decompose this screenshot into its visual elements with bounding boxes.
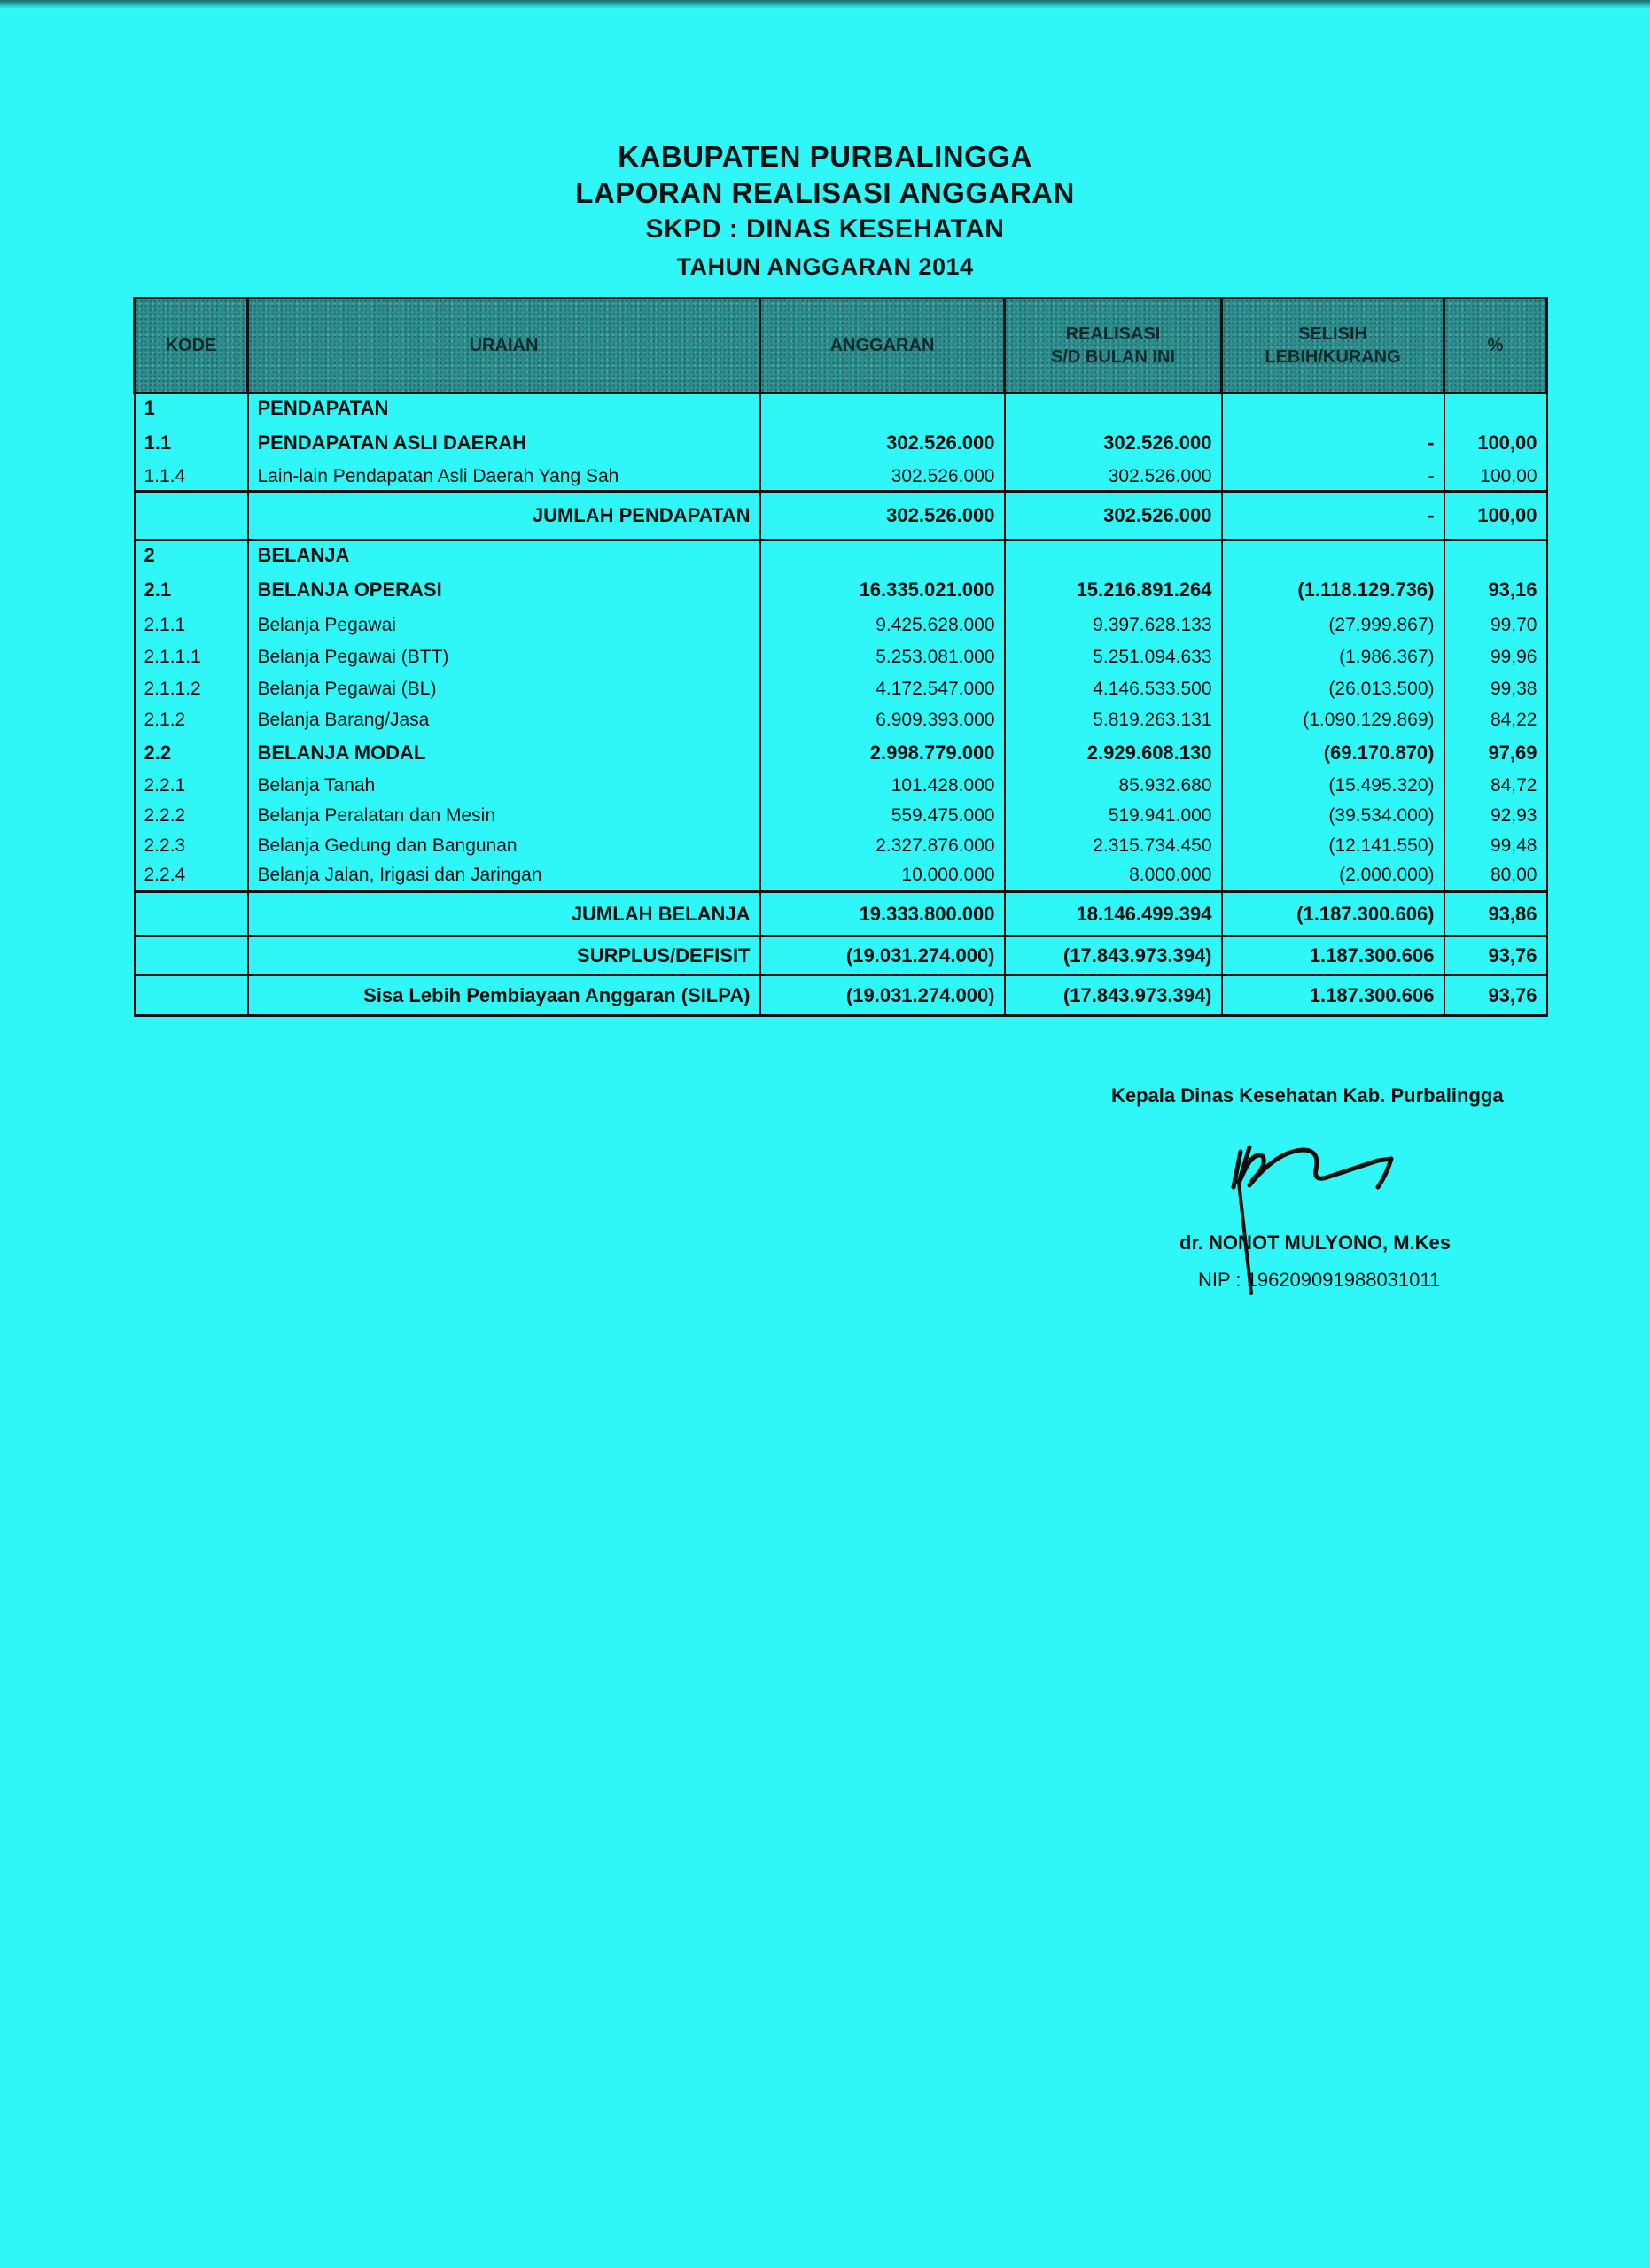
cell-uraian: JUMLAH PENDAPATAN [248, 492, 760, 540]
cell-kode: 1 [135, 393, 248, 423]
agency-title: SKPD : DINAS KESEHATAN [645, 214, 1005, 244]
cell-uraian: Belanja Pegawai [248, 610, 760, 641]
cell-anggaran: 302.526.000 [760, 423, 1005, 463]
report-title: LAPORAN REALISASI ANGGARAN [575, 176, 1075, 209]
cell-realisasi: 4.146.533.500 [1005, 673, 1222, 705]
cell-uraian: Belanja Peralatan dan Mesin [248, 801, 760, 831]
cell-uraian: SURPLUS/DEFISIT [248, 936, 760, 975]
total-row [135, 975, 1547, 1016]
cell-anggaran [760, 540, 1005, 571]
cell-persen: 99,48 [1444, 831, 1547, 861]
cell-realisasi: 302.526.000 [1005, 463, 1222, 492]
cell-anggaran: 16.335.021.000 [760, 571, 1005, 610]
cell-kode [135, 936, 248, 975]
cell-realisasi: 302.526.000 [1005, 423, 1222, 463]
cell-selisih [1222, 540, 1444, 571]
cell-kode: 2.2.3 [135, 831, 248, 861]
cell-anggaran: 2.327.876.000 [760, 831, 1005, 861]
total-row [135, 492, 1547, 540]
cell-anggaran: 5.253.081.000 [760, 641, 1005, 673]
cell-kode: 2.2 [135, 735, 248, 771]
table-row [135, 610, 1547, 641]
cell-anggaran: 559.475.000 [760, 801, 1005, 831]
fiscal-year-title: TAHUN ANGGARAN 2014 [676, 253, 974, 280]
cell-uraian: BELANJA OPERASI [248, 571, 760, 610]
cell-uraian: Lain-lain Pendapatan Asli Daerah Yang Sah [248, 463, 760, 492]
table-row [135, 735, 1547, 771]
cell-uraian: BELANJA [248, 540, 760, 571]
regency-title: KABUPATEN PURBALINGGA [618, 140, 1032, 173]
cell-uraian: JUMLAH BELANJA [248, 892, 760, 936]
cell-persen: 99,38 [1444, 673, 1547, 705]
cell-anggaran: 101.428.000 [760, 771, 1005, 801]
cell-uraian: PENDAPATAN [248, 393, 760, 423]
cell-realisasi [1005, 540, 1222, 571]
table-row [135, 571, 1547, 610]
cell-persen: 99,70 [1444, 610, 1547, 641]
cell-anggaran: 9.425.628.000 [760, 610, 1005, 641]
cell-realisasi [1005, 393, 1222, 423]
cell-selisih: (1.187.300.606) [1222, 892, 1444, 936]
table-header-row [135, 299, 1547, 393]
signatory-nip: NIP : 196209091988031011 [1198, 1269, 1441, 1291]
table-row [135, 393, 1547, 423]
cell-kode: 2.1.1.1 [135, 641, 248, 673]
cell-realisasi: 8.000.000 [1005, 861, 1222, 892]
cell-persen: 93,76 [1444, 936, 1547, 975]
cell-selisih: (1.118.129.736) [1222, 571, 1444, 610]
cell-realisasi: 5.819.263.131 [1005, 705, 1222, 735]
cell-persen [1444, 540, 1547, 571]
cell-realisasi: 519.941.000 [1005, 801, 1222, 831]
cell-anggaran: (19.031.274.000) [760, 936, 1005, 975]
cell-uraian: Belanja Jalan, Irigasi dan Jaringan [248, 861, 760, 892]
cell-uraian: Belanja Pegawai (BTT) [248, 641, 760, 673]
cell-kode: 2.1.1 [135, 610, 248, 641]
cell-anggaran: (19.031.274.000) [760, 975, 1005, 1016]
cell-kode: 2.1.2 [135, 705, 248, 735]
cell-selisih [1222, 393, 1444, 423]
table-row [135, 540, 1547, 571]
header-selisih-line2: LEBIH/KURANG [1265, 347, 1401, 367]
table-row [135, 771, 1547, 801]
header-uraian: URAIAN [248, 299, 760, 393]
cell-persen: 84,22 [1444, 705, 1547, 735]
cell-uraian: PENDAPATAN ASLI DAERAH [248, 423, 760, 463]
cell-selisih: (1.090.129.869) [1222, 705, 1444, 735]
cell-kode [135, 492, 248, 540]
cell-persen: 93,86 [1444, 892, 1547, 936]
header-kode: KODE [135, 299, 248, 393]
cell-realisasi: 5.251.094.633 [1005, 641, 1222, 673]
cell-persen: 100,00 [1444, 423, 1547, 463]
cell-kode: 2.2.1 [135, 771, 248, 801]
cell-persen: 93,16 [1444, 571, 1547, 610]
cell-selisih: (27.999.867) [1222, 610, 1444, 641]
header-realisasi [1005, 299, 1222, 393]
cell-anggaran [760, 393, 1005, 423]
cell-persen: 80,00 [1444, 861, 1547, 892]
cell-kode [135, 975, 248, 1016]
cell-persen: 93,76 [1444, 975, 1547, 1016]
cell-kode: 2 [135, 540, 248, 571]
budget-realization-table [133, 297, 1548, 1017]
cell-kode: 2.1 [135, 571, 248, 610]
cell-persen: 84,72 [1444, 771, 1547, 801]
table-row [135, 463, 1547, 492]
cell-selisih: (26.013.500) [1222, 673, 1444, 705]
cell-anggaran: 2.998.779.000 [760, 735, 1005, 771]
cell-realisasi: (17.843.973.394) [1005, 975, 1222, 1016]
cell-selisih: (12.141.550) [1222, 831, 1444, 861]
cell-selisih: 1.187.300.606 [1222, 975, 1444, 1016]
cell-uraian: Belanja Tanah [248, 771, 760, 801]
cell-realisasi: 302.526.000 [1005, 492, 1222, 540]
cell-realisasi: 85.932.680 [1005, 771, 1222, 801]
cell-persen: 99,96 [1444, 641, 1547, 673]
total-row [135, 936, 1547, 975]
cell-kode: 1.1.4 [135, 463, 248, 492]
cell-realisasi: (17.843.973.394) [1005, 936, 1222, 975]
cell-selisih: - [1222, 492, 1444, 540]
cell-anggaran: 6.909.393.000 [760, 705, 1005, 735]
cell-anggaran: 4.172.547.000 [760, 673, 1005, 705]
cell-selisih: (2.000.000) [1222, 861, 1444, 892]
table-row [135, 861, 1547, 892]
cell-selisih: (15.495.320) [1222, 771, 1444, 801]
cell-kode: 1.1 [135, 423, 248, 463]
cell-kode: 2.1.1.2 [135, 673, 248, 705]
cell-persen: 92,93 [1444, 801, 1547, 831]
table-row [135, 801, 1547, 831]
cell-anggaran: 10.000.000 [760, 861, 1005, 892]
signatory-name: dr. NONOT MULYONO, M.Kes [1179, 1231, 1452, 1254]
cell-uraian: Belanja Gedung dan Bangunan [248, 831, 760, 861]
table-row [135, 831, 1547, 861]
cell-uraian: Belanja Pegawai (BL) [248, 673, 760, 705]
table-row [135, 705, 1547, 735]
cell-persen: 97,69 [1444, 735, 1547, 771]
header-persen: % [1444, 299, 1547, 393]
cell-realisasi: 2.315.734.450 [1005, 831, 1222, 861]
table-row [135, 423, 1547, 463]
cell-persen: 100,00 [1444, 492, 1547, 540]
header-anggaran: ANGGARAN [760, 299, 1005, 393]
cell-kode: 2.2.2 [135, 801, 248, 831]
cell-selisih: 1.187.300.606 [1222, 936, 1444, 975]
cell-selisih: (69.170.870) [1222, 735, 1444, 771]
scan-edge [0, 0, 1650, 9]
table-row [135, 673, 1547, 705]
cell-selisih: (39.534.000) [1222, 801, 1444, 831]
header-realisasi-line2: S/D BULAN INI [1051, 347, 1175, 367]
cell-uraian: BELANJA MODAL [248, 735, 760, 771]
total-row [135, 892, 1547, 936]
cell-uraian: Belanja Barang/Jasa [248, 705, 760, 735]
cell-realisasi: 9.397.628.133 [1005, 610, 1222, 641]
cell-persen: 100,00 [1444, 463, 1547, 492]
cell-anggaran: 302.526.000 [760, 463, 1005, 492]
cell-selisih: - [1222, 423, 1444, 463]
cell-anggaran: 302.526.000 [760, 492, 1005, 540]
header-realisasi-line1: REALISASI [1065, 324, 1161, 344]
table-row [135, 641, 1547, 673]
cell-realisasi: 2.929.608.130 [1005, 735, 1222, 771]
cell-selisih: - [1222, 463, 1444, 492]
header-selisih-line1: SELISIH [1298, 324, 1367, 344]
signatory-position: Kepala Dinas Kesehatan Kab. Purbalingga [1111, 1084, 1504, 1107]
cell-realisasi: 18.146.499.394 [1005, 892, 1222, 936]
cell-kode [135, 892, 248, 936]
cell-persen [1444, 393, 1547, 423]
cell-anggaran: 19.333.800.000 [760, 892, 1005, 936]
cell-kode: 2.2.4 [135, 861, 248, 892]
cell-uraian: Sisa Lebih Pembiayaan Anggaran (SILPA) [248, 975, 760, 1016]
cell-selisih: (1.986.367) [1222, 641, 1444, 673]
header-selisih [1222, 299, 1444, 393]
cell-realisasi: 15.216.891.264 [1005, 571, 1222, 610]
